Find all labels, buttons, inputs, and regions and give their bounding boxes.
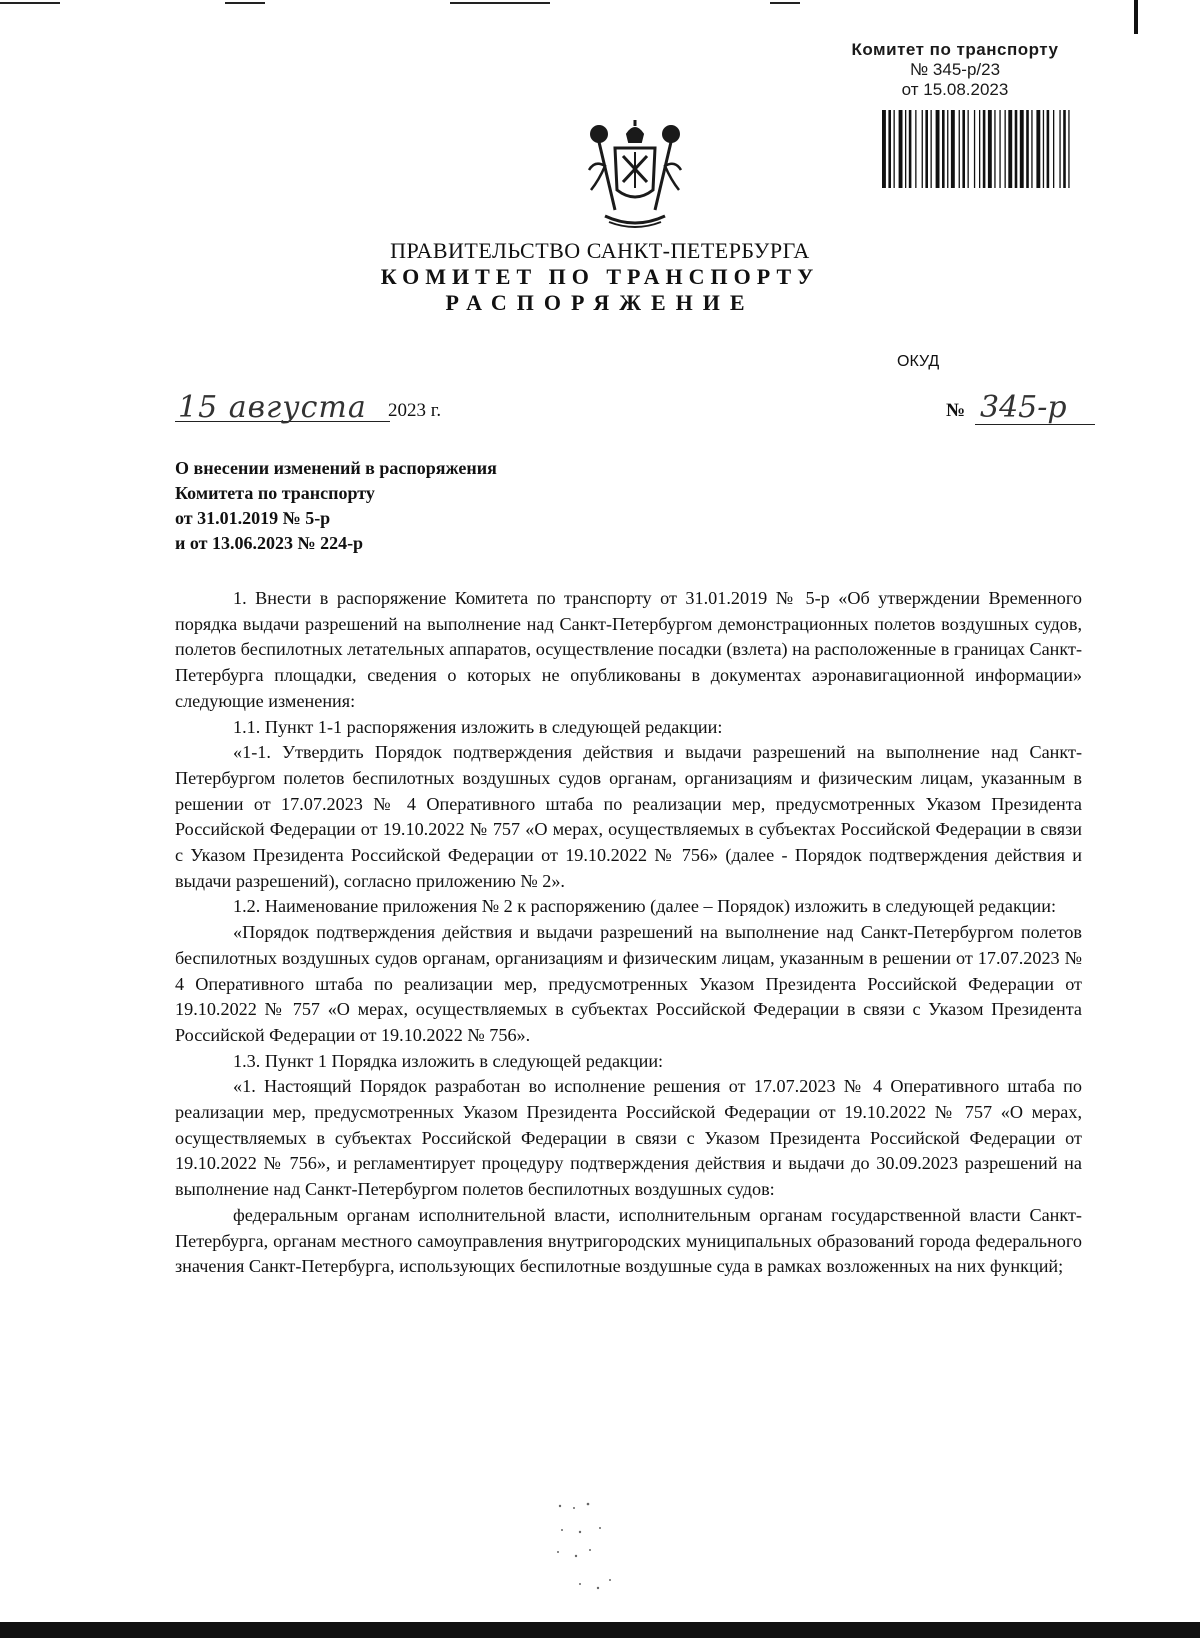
barcode-bar bbox=[968, 110, 969, 188]
document-subject bbox=[175, 456, 497, 556]
document-type: РАСПОРЯЖЕНИЕ bbox=[445, 290, 755, 315]
stamp-committee: Комитет по транспорту bbox=[851, 40, 1059, 59]
government-title: ПРАВИТЕЛЬСТВО САНКТ-ПЕТЕРБУРГА bbox=[390, 238, 810, 263]
paragraph: «1-1. Утвердить Порядок подтверждения действия и выдачи разрешений на выполнение над Санкт-Петербургом полетов беспилотных воздушных судов органам, организациям и физическим лицам, указанным в решении от 17.07.2023 № 4 Оперативного штаба по реализации мер, предусмотренных Указом Президента Российской Федерации от 19.10.2022 № 757 «О мерах, осуществляемых в субъектах Российской Федерации в связи с Указом Президента Российской Федерации от 19.10.2022 № 756» (далее - Порядок подтверждения действия и выдачи разрешений), согласно приложению № 2». bbox=[175, 742, 1082, 891]
barcode-bar bbox=[899, 110, 903, 188]
barcode-bar bbox=[1053, 110, 1054, 188]
barcode-bar bbox=[994, 110, 995, 188]
stamp-number: № 345-р/23 bbox=[909, 60, 1001, 79]
paragraph: 1.3. Пункт 1 Порядка изложить в следующей редакции: bbox=[233, 1050, 664, 1071]
barcode-bar bbox=[999, 110, 1000, 188]
committee-title: КОМИТЕТ ПО ТРАНСПОРТУ bbox=[380, 264, 820, 289]
barcode-bar bbox=[905, 110, 906, 188]
scan-edge-top bbox=[0, 0, 1200, 10]
barcode-bar bbox=[979, 110, 980, 188]
paragraph: «1. Настоящий Порядок разработан во исполнение решения от 17.07.2023 № 4 Оперативного штаба по реализации мер, предусмотренных Указом Президента Российской Федерации от 19.10.2022 № 757 «О мерах, осуществляемых в субъектах Российской Федерации в связи с Указом Президента Российской Федерации от 19.10.2022 № 756», и регламентирует процедуру подтверждения действия и выдачи до 30.09.2023 разрешений на выполнение над Санкт-Петербургом полетов беспилотных воздушных судов: bbox=[175, 1076, 1082, 1200]
stamp-date: от 15.08.2023 bbox=[901, 80, 1009, 99]
registration-stamp bbox=[830, 40, 1080, 100]
coat-of-arms-emblem bbox=[585, 120, 685, 232]
barcode-bar bbox=[1043, 110, 1044, 188]
barcode-bar bbox=[1026, 110, 1029, 188]
barcode-bar bbox=[1036, 110, 1040, 188]
subject-line: Комитета по транспорту bbox=[175, 483, 375, 503]
paragraph: 1.1. Пункт 1-1 распоряжения изложить в следующей редакции: bbox=[233, 716, 723, 737]
barcode-bar bbox=[1020, 110, 1024, 188]
scan-edge-right bbox=[1130, 0, 1144, 40]
barcode-bar bbox=[951, 110, 955, 188]
barcode-bar bbox=[909, 110, 912, 188]
barcode-bar bbox=[1008, 110, 1012, 188]
scan-edge-bottom bbox=[0, 1622, 1200, 1638]
barcode-bar bbox=[942, 110, 945, 188]
subject-line: от 31.01.2019 № 5-р bbox=[175, 508, 331, 528]
paragraph: 1. Внести в распоряжение Комитета по транспорту от 31.01.2019 № 5-р «Об утверждении Временного порядка выдачи разрешений на выполнение над Санкт-Петербургом демонстрационных полетов воздушных судов, полетов беспилотных летательных аппаратов, осуществление посадки (взлета) на расположенные в границах Санкт-Петербурга площадки, сведения о которых не опубликованы в документах аэронавигационной информации» следующие изменения: bbox=[175, 588, 1082, 711]
barcode-bar bbox=[1015, 110, 1018, 188]
barcode-bar bbox=[894, 110, 895, 188]
barcode-bar bbox=[959, 110, 960, 188]
subject-line: и от 13.06.2023 № 224-р bbox=[175, 533, 364, 553]
barcode bbox=[882, 110, 1072, 188]
barcode-bar bbox=[983, 110, 986, 188]
handwritten-number: 345-р bbox=[980, 390, 1067, 425]
number-label: № bbox=[946, 400, 966, 421]
handwritten-date: 15 августа bbox=[178, 390, 367, 425]
date-year: 2023 г. bbox=[388, 400, 442, 421]
barcode-bar bbox=[1063, 110, 1066, 188]
barcode-bar bbox=[1059, 110, 1060, 188]
barcode-bar bbox=[922, 110, 923, 188]
document-body bbox=[175, 586, 1082, 1280]
barcode-bar bbox=[962, 110, 965, 188]
barcode-bar bbox=[947, 110, 948, 188]
okud-label: ОКУД bbox=[897, 353, 940, 370]
barcode-bar bbox=[915, 110, 916, 188]
barcode-bar bbox=[1068, 110, 1069, 188]
barcode-bar bbox=[888, 110, 891, 188]
barcode-bar bbox=[936, 110, 940, 188]
paragraph: 1.2. Наименование приложения № 2 к распоряжению (далее – Порядок) изложить в следующей редакции: bbox=[233, 896, 1057, 917]
paragraph: «Порядок подтверждения действия и выдачи разрешений на выполнение над Санкт-Петербургом полетов беспилотных воздушных судов органам, организациям и физическим лицам, указанным в решении от 17.07.2023 № 4 Оперативного штаба по реализации мер, предусмотренных Указом Президента Российской Федерации от 19.10.2022 № 757 «О мерах, осуществляемых в субъектах Российской Федерации в связи с Указом Президента Российской Федерации от 19.10.2022 № 756». bbox=[175, 922, 1082, 1045]
subject-line: О внесении изменений в распоряжения bbox=[175, 458, 497, 478]
barcode-bar bbox=[931, 110, 932, 188]
paragraph: федеральным органам исполнительной власти, исполнительным органам государственной власти Санкт-Петербурга, органам местного самоуправления внутригородских муниципальных образований города федерального значения Санкт-Петербурга, использующих беспилотные воздушные суда в рамках возложенных на них функций; bbox=[175, 1204, 1082, 1277]
barcode-bar bbox=[1047, 110, 1050, 188]
barcode-bar bbox=[988, 110, 992, 188]
barcode-bar bbox=[925, 110, 928, 188]
barcode-bar bbox=[974, 110, 975, 188]
scan-specks bbox=[540, 1500, 660, 1600]
barcode-bar bbox=[1005, 110, 1006, 188]
barcode-bar bbox=[882, 110, 886, 188]
barcode-bar bbox=[1031, 110, 1032, 188]
